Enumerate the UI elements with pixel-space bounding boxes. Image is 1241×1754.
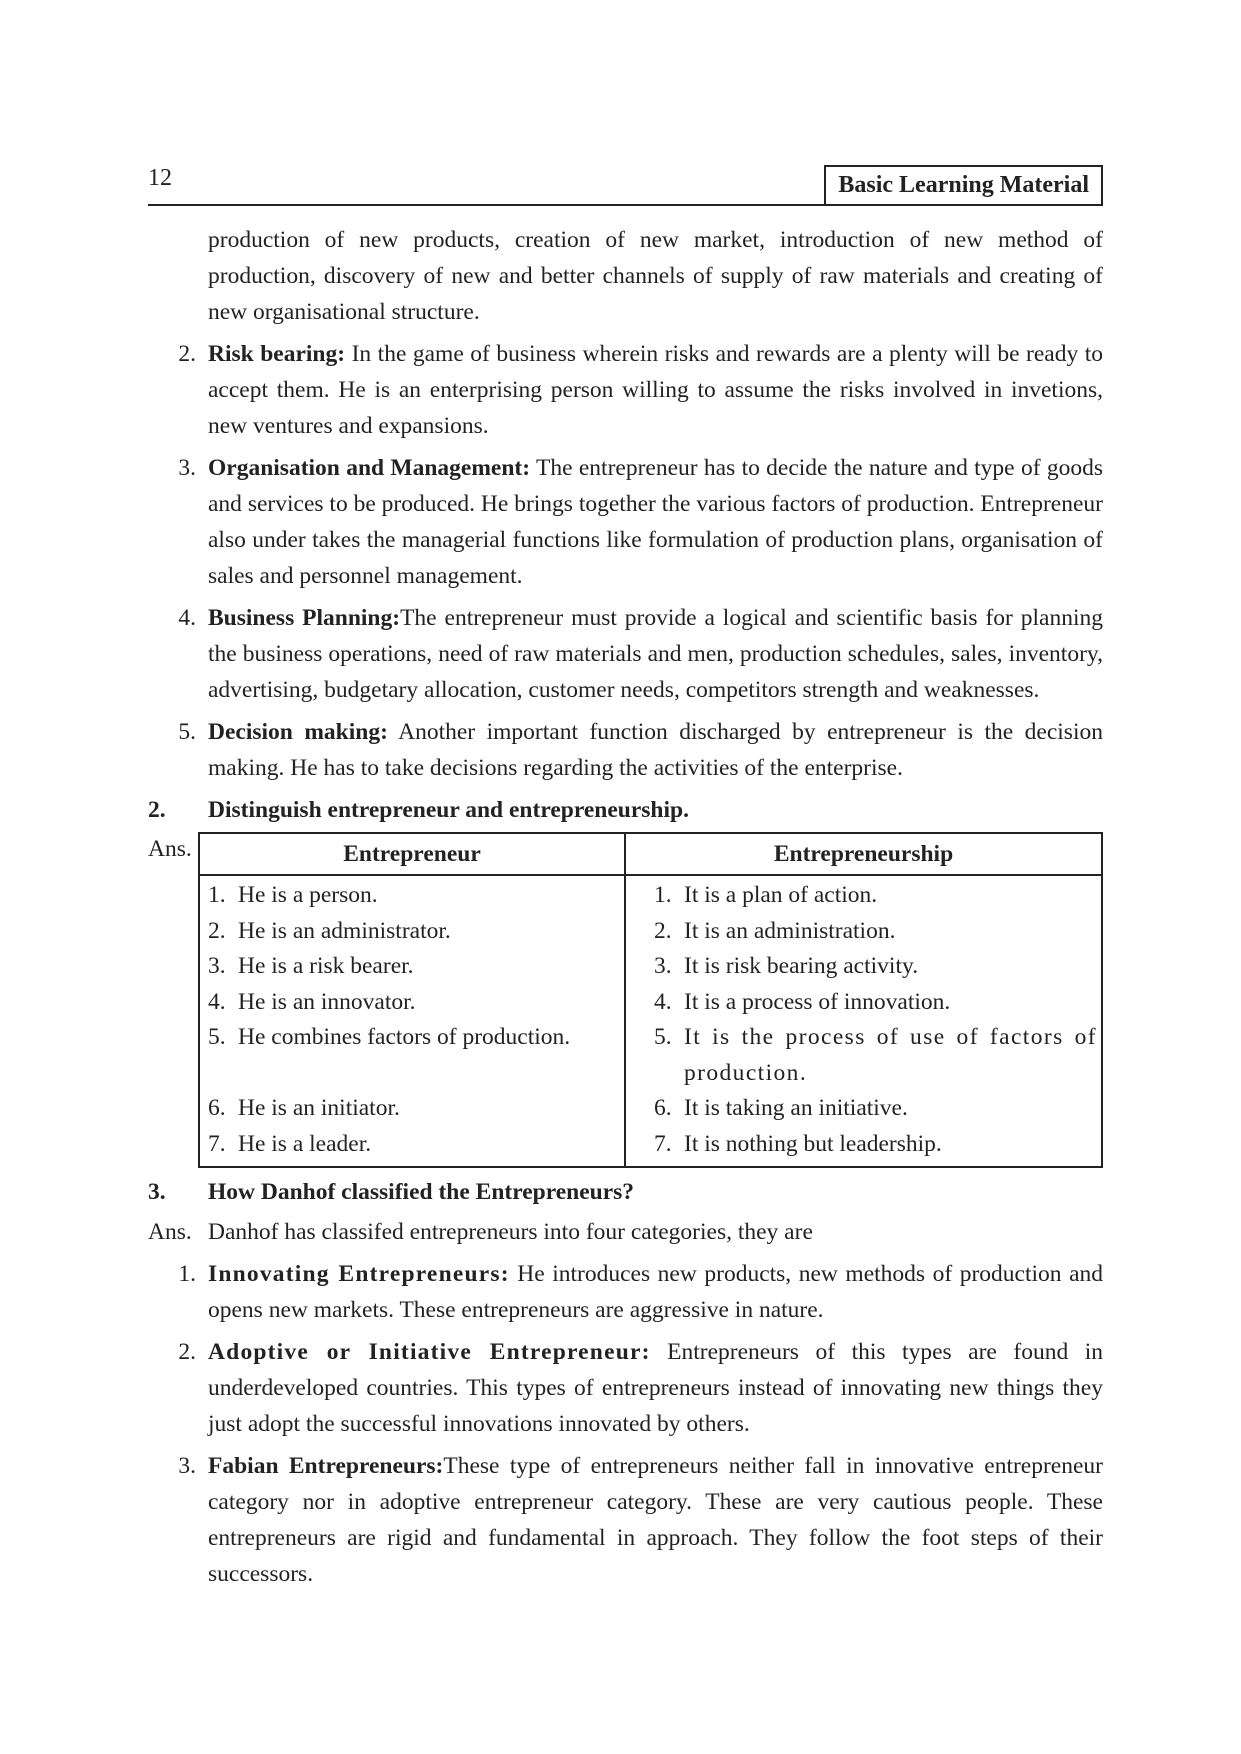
table-row: 2. He is an administrator. — [208, 917, 451, 944]
item-text: The entrepreneur has to decide the nature and type of goods and services to be produced. He brings together the various factors of production. Entrepreneur also under takes the managerial functions like formulation of production plans, organisation of sales and personnel management. — [208, 455, 1103, 589]
function-item-decision-making — [148, 714, 1103, 786]
column-header-entrepreneurship: Entrepreneurship — [625, 833, 1102, 875]
table-row: 7. It is nothing but leadership. — [654, 1130, 942, 1157]
table-row: 3. He is a risk bearer. — [208, 953, 414, 979]
category-item-adoptive — [148, 1334, 1103, 1442]
table-row: 6. It is taking an initiative. — [654, 1095, 908, 1121]
item-term: Fabian Entrepreneurs: — [208, 1453, 444, 1479]
running-title: Basic Learning Material — [824, 165, 1103, 204]
table-row: 4. He is an innovator. — [208, 988, 416, 1015]
function-item-risk-bearing — [148, 336, 1103, 444]
answer-label: Ans. — [148, 836, 192, 862]
page-number: 12 — [148, 165, 172, 191]
item-number: 1. — [178, 1261, 196, 1287]
question-number: 3. — [148, 1179, 166, 1205]
item-term: Organisation and Management: — [208, 455, 531, 481]
item-term: Innovating Entrepreneurs: — [208, 1261, 510, 1287]
question-number: 2. — [148, 797, 166, 823]
item-number: 3. — [178, 1453, 196, 1479]
item-text: Another important function discharged by entrepreneur is the decision making. He has to take decisions regarding the activities of the enterprise. — [208, 719, 1103, 781]
item-text: The entrepreneur must provide a logical and scientific basis for planning the business operations, need of raw materials and men, production schedules, sales, inventory, advertising, budgetary allocation, customer needs, competitors strength and weaknesses. — [208, 605, 1103, 703]
item-text: These type of entrepreneurs neither fall in innovative entrepreneur category nor in adoptive entrepreneur category. These are very cautious people. These entrepreneurs are rigid and fundamental in approach. They follow the foot steps of their successors. — [208, 1453, 1103, 1587]
item-text: He introduces new products, new methods of production and opens new markets. These entrepreneurs are aggressive in nature. — [208, 1261, 1103, 1323]
table-row: 2. It is an administration. — [654, 917, 896, 944]
item-number: 2. — [178, 1339, 196, 1365]
category-item-innovating — [148, 1256, 1103, 1328]
column-header-entrepreneur: Entrepreneur — [199, 833, 625, 875]
item-term: Decision making: — [208, 719, 388, 745]
answer-2 — [148, 832, 1103, 1168]
item-term: Adoptive or Initiative Entrepreneur: — [208, 1339, 651, 1365]
page-header — [148, 162, 1103, 206]
question-text: Distinguish entrepreneur and entrepreneurship. — [208, 797, 689, 823]
item-number: 2. — [178, 341, 196, 367]
item-number: 5. — [178, 719, 196, 745]
table-row: 4. It is a process of innovation. — [654, 988, 951, 1015]
item-number: 3. — [178, 455, 196, 481]
answer-3-intro — [148, 1214, 1103, 1250]
function-item-organisation — [148, 450, 1103, 594]
function-item-business-planning — [148, 600, 1103, 708]
item-number: 4. — [178, 605, 196, 631]
entrepreneurship-column — [625, 875, 1102, 1167]
table-row: 3. It is risk bearing activity. — [654, 953, 919, 979]
question-3 — [148, 1174, 1103, 1210]
intro-continuation: production of new products, creation of new market, introduction of new method of production, discovery of new and better channels of supply of raw materials and creating of new organisational structure. — [208, 227, 1103, 325]
table-row: 6. He is an initiator. — [208, 1095, 400, 1121]
table-row: 1. He is a person. — [208, 882, 378, 908]
comparison-table — [198, 832, 1103, 1168]
item-term: Risk bearing: — [208, 341, 346, 367]
question-2 — [148, 792, 1103, 828]
table-row: 1. It is a plan of action. — [654, 882, 878, 908]
page-content — [148, 222, 1103, 1592]
question-text: How Danhof classified the Entrepreneurs? — [208, 1179, 635, 1205]
table-row: 5. It is the process of use of factors of production. — [654, 1024, 1097, 1086]
table-row: 7. He is a leader. — [208, 1130, 372, 1157]
item-text: In the game of business wherein risks and rewards are a plenty will be ready to accept them. He is an enterprising person willing to assume the risks involved in invetions, new ventures and expansions. — [208, 341, 1103, 439]
entrepreneur-column — [199, 875, 625, 1167]
table-row: 5. He combines factors of production. — [208, 1024, 571, 1050]
category-item-fabian — [148, 1448, 1103, 1592]
item-text: Entrepreneurs of this types are found in underdeveloped countries. This types of entrepreneurs instead of innovating new things they just adopt the successful innovations innovated by others. — [208, 1339, 1103, 1437]
item-term: Business Planning: — [208, 605, 401, 631]
answer-text: Danhof has classifed entrepreneurs into four categories, they are — [208, 1219, 813, 1245]
answer-label: Ans. — [148, 1219, 192, 1245]
